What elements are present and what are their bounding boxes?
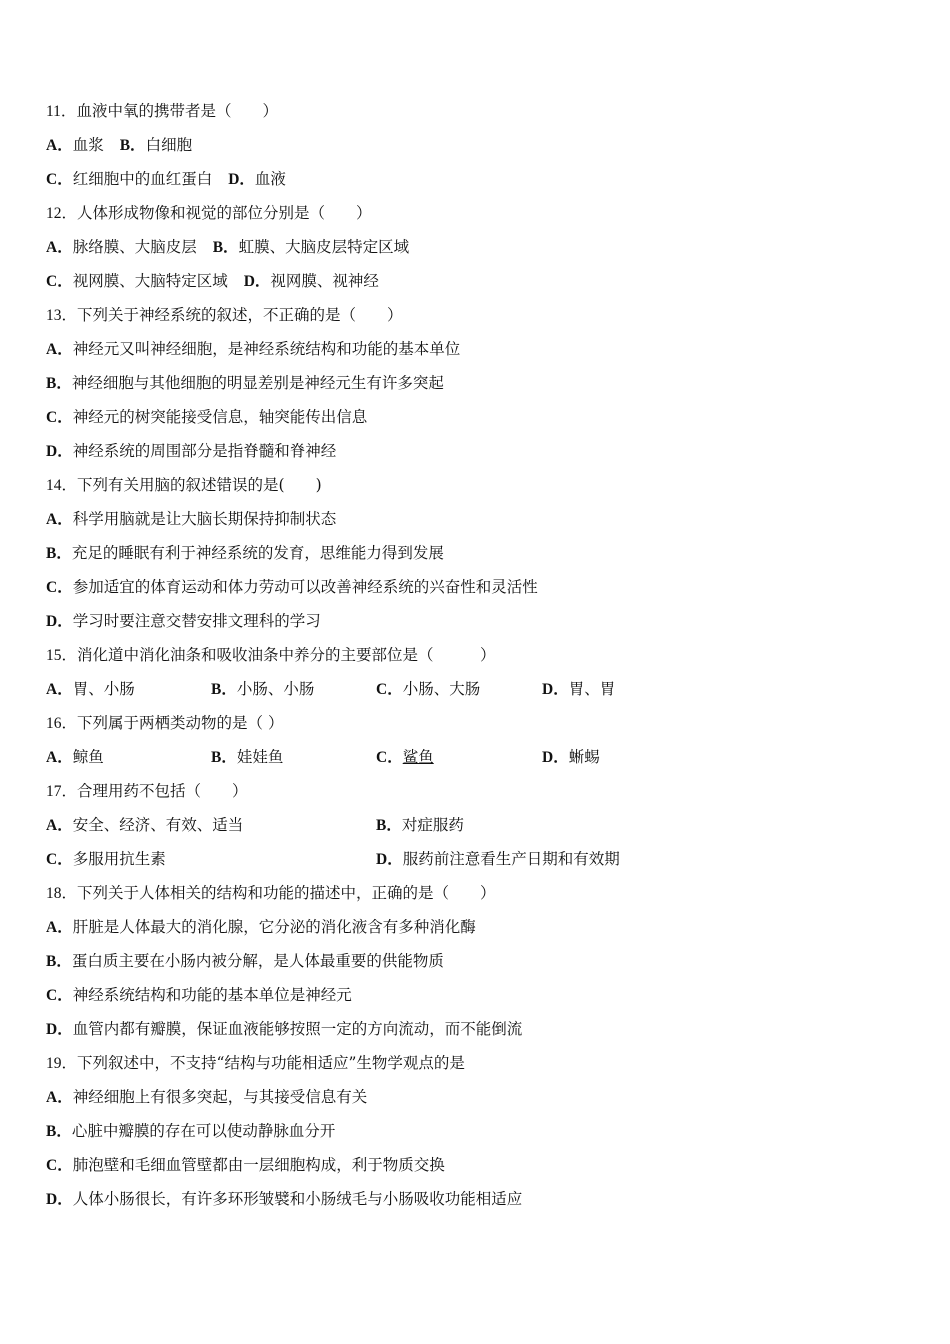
option-text: 鲨鱼: [402, 748, 434, 766]
question-number: 11．: [46, 103, 77, 120]
option-letter: B．: [376, 817, 402, 834]
question-13-option-b: [46, 372, 906, 406]
question-number: 17．: [46, 783, 78, 800]
option-text: 血液: [254, 170, 286, 188]
option-text: 红细胞中的血红蛋白: [72, 170, 213, 188]
question-18-option-c: [46, 984, 906, 1018]
option-text: 科学用脑就是让大脑长期保持抑制状态: [72, 510, 337, 528]
option-letter: C．: [46, 171, 73, 188]
option-letter: C．: [376, 749, 403, 766]
option-letter: A．: [46, 817, 73, 834]
option-text: 小肠、大肠: [402, 680, 481, 698]
option-letter: C．: [46, 851, 73, 868]
option-text: 血管内都有瓣膜，保证血液能够按照一定的方向流动，而不能倒流: [72, 1020, 523, 1038]
option-letter: D．: [542, 681, 569, 698]
question-18-option-b: [46, 950, 906, 984]
question-text: 下列关于人体相关的结构和功能的描述中，正确的是（ ）: [77, 884, 496, 902]
option-letter: C．: [46, 987, 73, 1004]
question-12-options-ab: [46, 236, 906, 270]
option-letter: A．: [46, 511, 73, 528]
option-d: [542, 746, 600, 769]
option-letter: B．: [46, 545, 72, 562]
question-18-option-a: [46, 916, 906, 950]
option-text: 学习时要注意交替安排文理科的学习: [72, 612, 321, 630]
question-12-options-cd: [46, 270, 906, 304]
question-16-stem: [46, 712, 906, 746]
question-18-stem: [46, 882, 906, 916]
option-text: 神经细胞与其他细胞的明显差别是神经元生有许多突起: [71, 374, 444, 392]
option-text: 肝脏是人体最大的消化腺，它分泌的消化液含有多种消化酶: [72, 918, 476, 936]
question-19-stem: [46, 1052, 906, 1086]
question-text: 合理用药不包括（ ）: [77, 782, 248, 800]
option-letter: B．: [46, 953, 72, 970]
question-list: [46, 100, 906, 1222]
option-letter: D．: [46, 1191, 73, 1208]
question-14-stem: [46, 474, 906, 508]
option-letter: C．: [46, 1157, 73, 1174]
question-number: 16．: [46, 715, 78, 732]
question-number: 15．: [46, 647, 78, 664]
question-17-stem: [46, 780, 906, 814]
option-letter: D．: [228, 171, 255, 188]
question-number: 14．: [46, 477, 78, 494]
option-letter: A．: [46, 749, 73, 766]
option-letter: C．: [46, 409, 73, 426]
option-text: 胃、胃: [568, 680, 616, 698]
option-text: 服药前注意看生产日期和有效期: [402, 850, 620, 868]
question-12-stem: [46, 202, 906, 236]
option-text: 安全、经济、有效、适当: [72, 816, 244, 834]
question-14-option-b: [46, 542, 906, 576]
option-letter: C．: [376, 681, 403, 698]
option-c: [376, 678, 480, 701]
question-text: 下列关于神经系统的叙述，不正确的是（ ）: [77, 306, 403, 324]
question-18-option-d: [46, 1018, 906, 1052]
option-text: 脉络膜、大脑皮层: [72, 238, 197, 256]
question-13-stem: [46, 304, 906, 338]
question-15-stem: [46, 644, 906, 678]
question-13-option-d: [46, 440, 906, 474]
question-11-options-cd: [46, 168, 906, 202]
question-14-option-a: [46, 508, 906, 542]
question-13-option-a: [46, 338, 906, 372]
question-16-options: [46, 746, 906, 780]
question-11-stem: [46, 100, 906, 134]
question-text: 血液中氧的携带者是（ ）: [76, 102, 278, 120]
question-text: 下列有关用脑的叙述错误的是( ): [77, 476, 322, 494]
option-text: 视网膜、大脑特定区域: [72, 272, 228, 290]
option-text: 神经系统的周围部分是指脊髓和脊神经: [72, 442, 337, 460]
option-letter: D．: [542, 749, 569, 766]
option-letter: A．: [46, 919, 73, 936]
option-text: 胃、小肠: [72, 680, 135, 698]
option-b: [211, 746, 283, 769]
option-c: [376, 746, 434, 769]
option-letter: A．: [46, 137, 73, 154]
question-15-options: [46, 678, 906, 712]
option-text: 人体小肠很长，有许多环形皱襞和小肠绒毛与小肠吸收功能相适应: [72, 1190, 523, 1208]
option-letter: A．: [46, 1089, 73, 1106]
option-text: 神经元又叫神经细胞，是神经系统结构和功能的基本单位: [72, 340, 461, 358]
question-text: 下列叙述中，不支持“结构与功能相适应”生物学观点的是: [77, 1054, 465, 1072]
option-letter: B．: [46, 375, 72, 392]
option-text: 神经系统结构和功能的基本单位是神经元: [72, 986, 352, 1004]
question-text: 下列属于两栖类动物的是（ ）: [77, 714, 284, 732]
option-text: 对症服药: [401, 816, 464, 834]
option-text: 血浆: [72, 136, 104, 154]
question-number: 12．: [46, 205, 78, 222]
option-text: 白细胞: [145, 136, 193, 154]
option-text: 娃娃鱼: [236, 748, 284, 766]
question-19-option-a: [46, 1086, 906, 1120]
option-text: 蛋白质主要在小肠内被分解，是人体最重要的供能物质: [71, 952, 444, 970]
option-letter: B．: [119, 137, 146, 154]
question-number: 18．: [46, 885, 78, 902]
option-letter: A．: [46, 341, 73, 358]
question-number: 13．: [46, 307, 78, 324]
option-letter: D．: [46, 443, 73, 460]
option-text: 小肠、小肠: [236, 680, 315, 698]
option-a: [46, 814, 243, 837]
option-b: [376, 814, 464, 837]
option-text: 虹膜、大脑皮层特定区域: [238, 238, 410, 256]
question-14-option-c: [46, 576, 906, 610]
option-text: 参加适宜的体育运动和体力劳动可以改善神经系统的兴奋性和灵活性: [72, 578, 538, 596]
option-letter: D．: [376, 851, 403, 868]
question-text: 人体形成物像和视觉的部位分别是（ ）: [77, 204, 372, 222]
question-text: 消化道中消化油条和吸收油条中养分的主要部位是（ ）: [77, 646, 496, 664]
option-text: 神经细胞上有很多突起，与其接受信息有关: [72, 1088, 368, 1106]
option-letter: C．: [46, 273, 73, 290]
option-b: [211, 678, 314, 701]
option-letter: D．: [46, 613, 73, 630]
option-text: 鲸鱼: [72, 748, 104, 766]
option-a: [46, 746, 104, 769]
option-d: [376, 848, 620, 871]
question-17-options-cd: [46, 848, 906, 882]
question-11-options-ab: [46, 134, 906, 168]
option-d: [542, 678, 615, 701]
option-text: 神经元的树突能接受信息，轴突能传出信息: [72, 408, 368, 426]
question-14-option-d: [46, 610, 906, 644]
question-13-option-c: [46, 406, 906, 440]
option-text: 肺泡壁和毛细血管壁都由一层细胞构成，利于物质交换: [72, 1156, 445, 1174]
option-letter: B．: [46, 1123, 72, 1140]
option-letter: A．: [46, 681, 73, 698]
option-a: [46, 678, 135, 701]
option-letter: B．: [211, 681, 237, 698]
option-text: 心脏中瓣膜的存在可以使动静脉血分开: [71, 1122, 336, 1140]
question-number: 19．: [46, 1055, 78, 1072]
question-19-option-c: [46, 1154, 906, 1188]
option-letter: D．: [46, 1021, 73, 1038]
option-text: 充足的睡眠有利于神经系统的发育，思维能力得到发展: [71, 544, 444, 562]
question-19-option-d: [46, 1188, 906, 1222]
option-letter: A．: [46, 239, 73, 256]
option-letter: B．: [212, 239, 239, 256]
question-19-option-b: [46, 1120, 906, 1154]
option-c: [46, 848, 166, 871]
question-17-options-ab: [46, 814, 906, 848]
option-letter: D．: [243, 273, 271, 290]
option-text: 蜥蜴: [568, 748, 600, 766]
option-letter: B．: [211, 749, 237, 766]
option-text: 多服用抗生素: [72, 850, 166, 868]
option-text: 视网膜、视神经: [270, 272, 379, 290]
option-letter: C．: [46, 579, 73, 596]
